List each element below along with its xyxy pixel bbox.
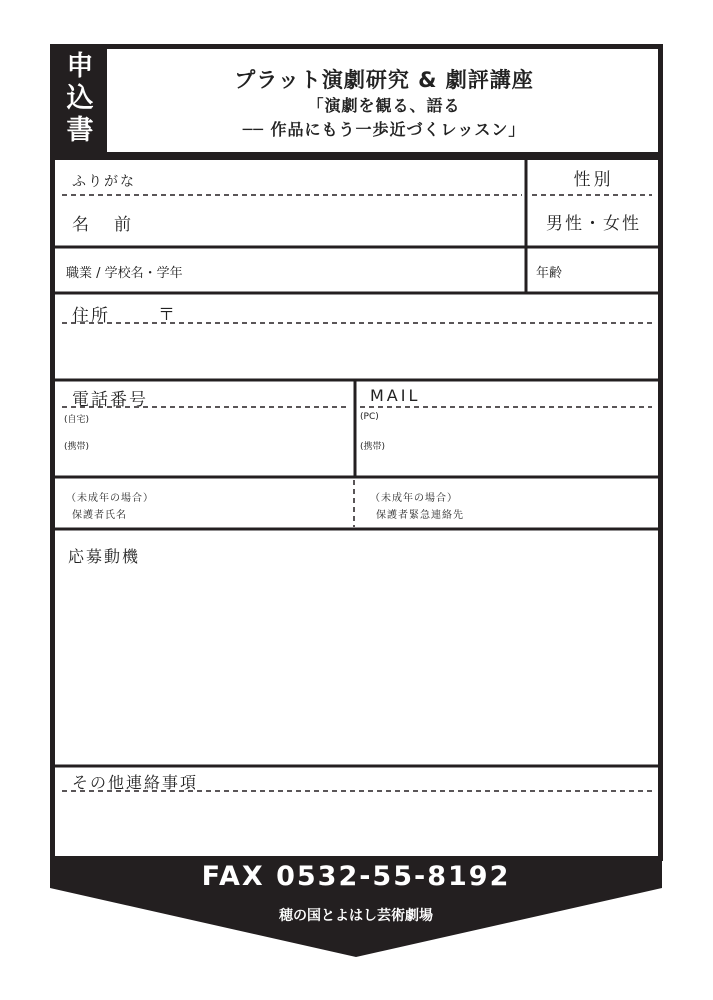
age-label: 年齢 [536, 266, 563, 281]
name-field[interactable] [160, 198, 522, 244]
postal-mark: 〒 [158, 305, 175, 325]
phone-home-label: (自宅) [64, 415, 90, 425]
venue-name: 穂の国とよはし芸術劇場 [279, 908, 433, 924]
motivation-label: 応募動機 [68, 547, 141, 566]
gender-label: 性別 [573, 170, 614, 190]
address-label: 住所 [72, 306, 110, 326]
furigana-field[interactable] [58, 162, 524, 194]
badge-char: 書 [66, 115, 94, 146]
age-field[interactable] [575, 250, 657, 290]
badge-char: 込 [66, 83, 94, 114]
address-field[interactable] [58, 326, 654, 378]
other-contact-label: その他連絡事項 [72, 773, 199, 792]
page-title: プラット演劇研究 & 劇評講座 [234, 68, 534, 92]
minor-note-right: （未成年の場合） [370, 493, 458, 504]
header-divider [52, 152, 661, 160]
fax-number: FAX 0532-55-8192 [201, 861, 511, 892]
occupation-field[interactable] [215, 250, 523, 290]
furigana-label: ふりがな [72, 174, 136, 190]
subtitle-line2: ── 作品にもう一歩近づくレッスン」 [242, 120, 526, 139]
phone-mobile-label: (携帯) [64, 442, 90, 452]
motivation-field[interactable] [58, 568, 654, 762]
gender-options[interactable]: 男性・女性 [546, 214, 641, 234]
badge-char: 申 [66, 51, 94, 82]
guardian-contact-label: 保護者緊急連絡先 [376, 510, 464, 521]
mail-pc-label: (PC) [360, 412, 379, 422]
name-label: 名 前 [72, 215, 135, 235]
postal-code-field[interactable] [180, 296, 650, 322]
guardian-name-field[interactable] [140, 482, 348, 526]
subtitle-line1: 「演劇を観る、語る [307, 96, 461, 115]
minor-note-left: （未成年の場合） [66, 493, 154, 504]
guardian-contact-field[interactable] [480, 482, 654, 526]
other-contact-field[interactable] [58, 794, 654, 852]
phone-label: 電話番号 [72, 390, 148, 410]
mail-pc-field[interactable] [385, 410, 653, 434]
mail-mobile-label: (携帯) [360, 442, 386, 452]
phone-mobile-field[interactable] [95, 436, 350, 474]
guardian-name-label: 保護者氏名 [72, 510, 127, 521]
occupation-label: 職業 / 学校名・学年 [66, 266, 183, 281]
mail-mobile-field[interactable] [385, 436, 653, 474]
phone-home-field[interactable] [95, 410, 350, 434]
mail-label: MAIL [370, 386, 421, 405]
